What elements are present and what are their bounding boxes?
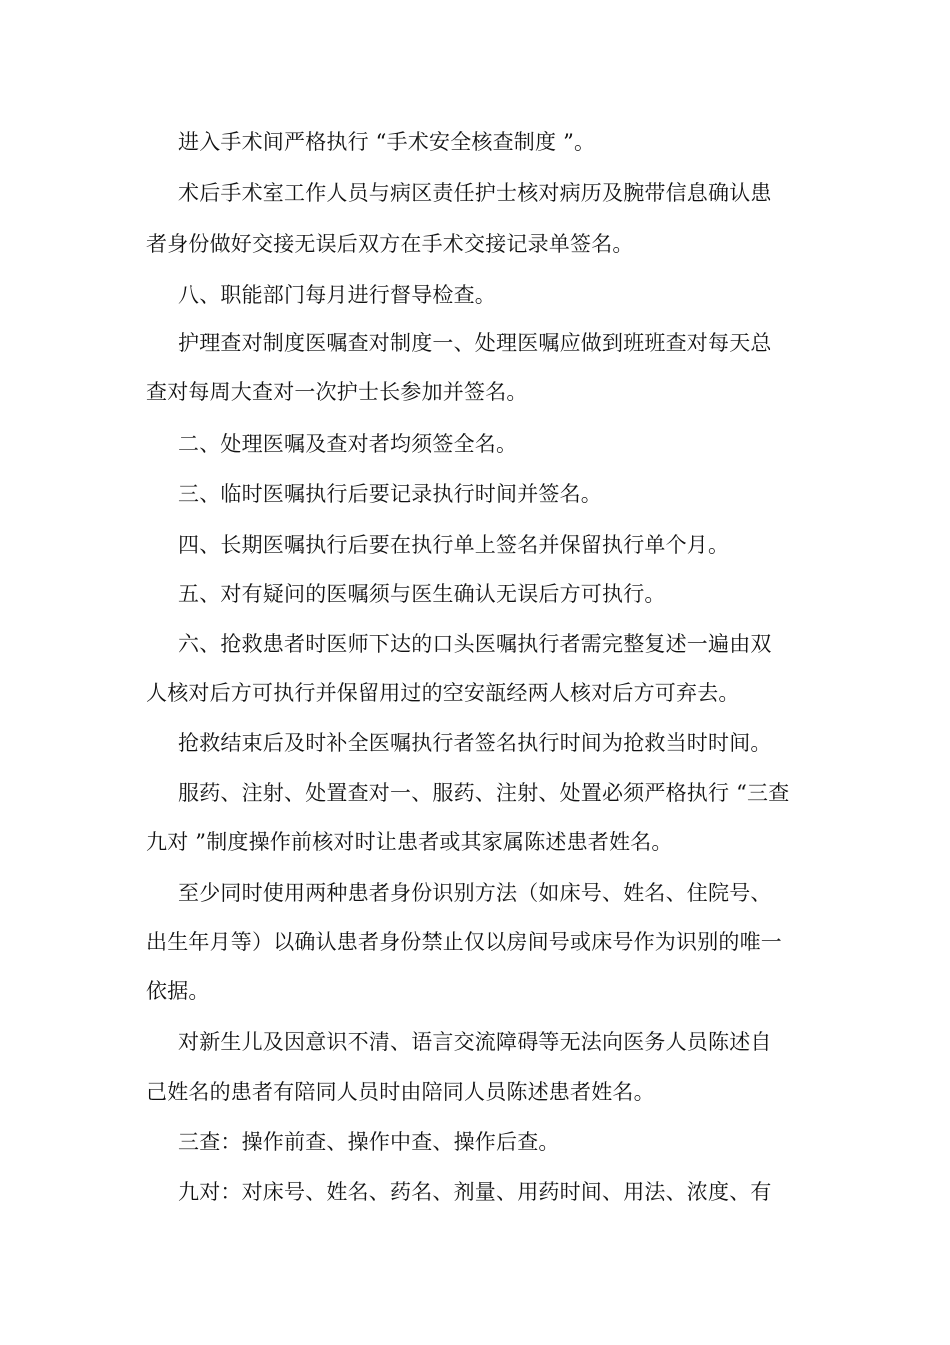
paragraph-line-12: 人核对后方可执行并保留用过的空安瓿经两人核对后方可弃去。 (146, 681, 740, 705)
paragraph-line-21: 三查：操作前查、操作中查、操作后查。 (178, 1130, 560, 1154)
paragraph-line-15: 九对 ”制度操作前核对时让患者或其家属陈述患者姓名。 (146, 830, 673, 854)
paragraph-line-22: 九对：对床号、姓名、药名、剂量、用药时间、用法、浓度、有 (178, 1180, 772, 1204)
paragraph-line-3: 者身份做好交接无误后双方在手术交接记录单签名。 (146, 232, 634, 256)
paragraph-line-5: 护理查对制度医嘱查对制度一、处理医嘱应做到班班查对每天总 (178, 331, 772, 355)
paragraph-line-4: 八、职能部门每月进行督导检查。 (178, 283, 496, 307)
paragraph-line-8: 三、临时医嘱执行后要记录执行时间并签名。 (178, 482, 602, 506)
paragraph-line-16: 至少同时使用两种患者身份识别方法（如床号、姓名、住院号、 (178, 881, 772, 905)
paragraph-line-6: 查对每周大查对一次护士长参加并签名。 (146, 380, 528, 404)
paragraph-line-18: 依据。 (146, 979, 210, 1003)
paragraph-line-10: 五、对有疑问的医嘱须与医生确认无误后方可执行。 (178, 582, 666, 606)
paragraph-line-11: 六、抢救患者时医师下达的口头医嘱执行者需完整复述一遍由双 (178, 632, 772, 656)
paragraph-line-9: 四、长期医嘱执行后要在执行单上签名并保留执行单个月。 (178, 533, 730, 557)
paragraph-line-17: 出生年月等）以确认患者身份禁止仅以房间号或床号作为识别的唯一 (146, 930, 782, 954)
paragraph-line-7: 二、处理医嘱及查对者均须签全名。 (178, 432, 518, 456)
paragraph-line-14: 服药、注射、处置查对一、服药、注射、处置必须严格执行 “三查 (178, 781, 790, 805)
paragraph-line-2: 术后手术室工作人员与病区责任护士核对病历及腕带信息确认患 (178, 181, 772, 205)
paragraph-line-20: 己姓名的患者有陪同人员时由陪同人员陈述患者姓名。 (146, 1080, 655, 1104)
paragraph-line-19: 对新生儿及因意识不清、语言交流障碍等无法向医务人员陈述自 (178, 1030, 772, 1054)
paragraph-line-13: 抢救结束后及时补全医嘱执行者签名执行时间为抢救当时时间。 (178, 731, 772, 755)
paragraph-line-1: 进入手术间严格执行 “手术安全核查制度 ”。 (178, 130, 596, 154)
